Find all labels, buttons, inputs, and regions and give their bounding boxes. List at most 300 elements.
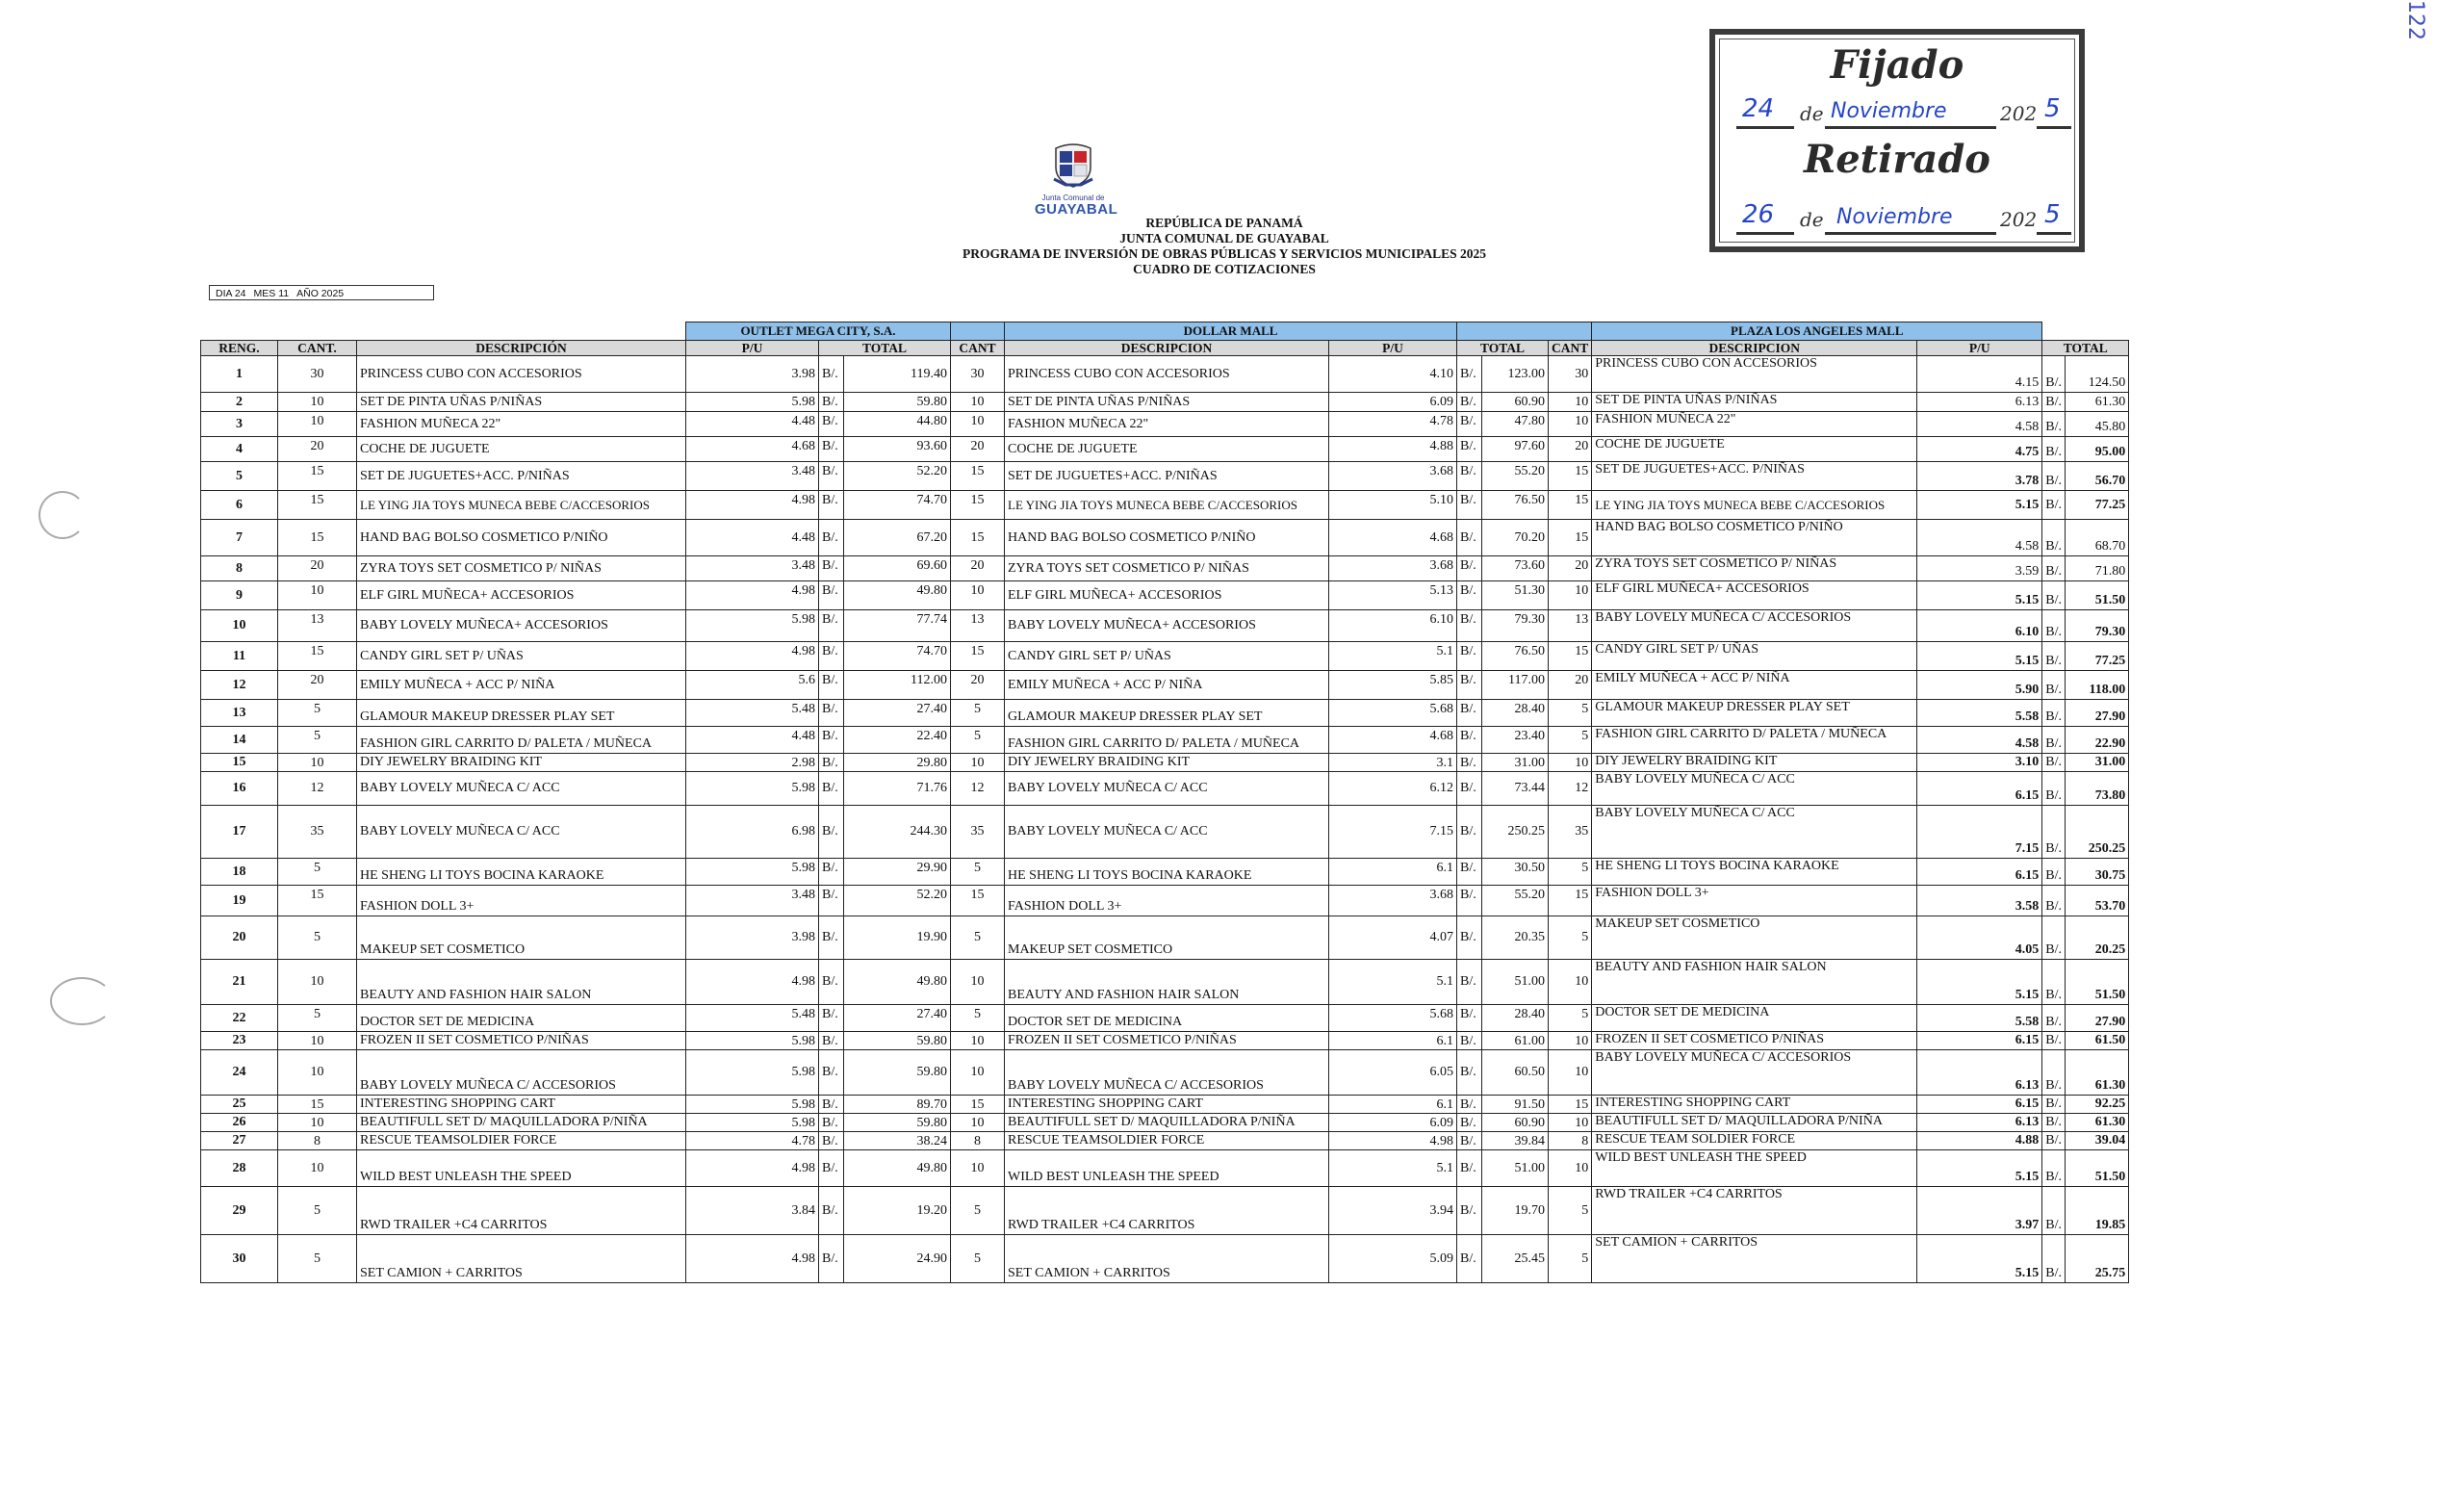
quantity-v2: 8 (951, 1132, 1005, 1150)
table-row (201, 642, 2129, 671)
unit-price-v3: 6.13 (1917, 1050, 2042, 1096)
unit-price-v2: 3.68 (1329, 462, 1457, 491)
currency-v2: B/. (1457, 916, 1482, 960)
total-v1: 44.80 (844, 412, 951, 437)
quantity-v2: 10 (951, 412, 1005, 437)
table-row (201, 700, 2129, 727)
quantity-v2: 20 (951, 556, 1005, 581)
quantity-v3: 15 (1549, 886, 1592, 916)
currency-v2: B/. (1457, 356, 1482, 393)
description-v2: WILD BEST UNLEASH THE SPEED (1005, 1150, 1329, 1187)
quantity: 15 (278, 642, 357, 671)
quantity: 10 (278, 1050, 357, 1096)
fijado-month: Noviembre (1831, 99, 1947, 123)
row-number: 17 (201, 806, 278, 859)
row-number: 2 (201, 393, 278, 412)
col-header-total-3: TOTAL (2042, 341, 2129, 356)
total-v1: 74.70 (844, 491, 951, 520)
total-v1: 52.20 (844, 886, 951, 916)
unit-price-v3: 5.15 (1917, 1150, 2042, 1187)
quantity: 5 (278, 727, 357, 754)
row-number: 8 (201, 556, 278, 581)
stamp-fijado-date (1729, 90, 2077, 129)
unit-price-v1: 5.98 (686, 1096, 819, 1114)
total-v1: 69.60 (844, 556, 951, 581)
total-v3: 71.80 (2066, 556, 2129, 581)
col-header-total-2: TOTAL (1457, 341, 1549, 356)
quantity: 15 (278, 886, 357, 916)
description-v2: BABY LOVELY MUÑECA+ ACCESORIOS (1005, 610, 1329, 642)
description-v3: HE SHENG LI TOYS BOCINA KARAOKE (1592, 859, 1917, 886)
description-v2: BABY LOVELY MUÑECA C/ ACCESORIOS (1005, 1050, 1329, 1096)
total-v1: 49.80 (844, 581, 951, 610)
quantity-v2: 20 (951, 437, 1005, 462)
total-v1: 244.30 (844, 806, 951, 859)
description: BABY LOVELY MUÑECA+ ACCESORIOS (357, 610, 686, 642)
quantity-v3: 5 (1549, 916, 1592, 960)
currency-v2: B/. (1457, 462, 1482, 491)
currency-v1: B/. (819, 960, 844, 1005)
description-v3: ZYRA TOYS SET COSMETICO P/ NIÑAS (1592, 556, 1917, 581)
description: HAND BAG BOLSO COSMETICO P/NIÑO (357, 520, 686, 556)
total-v1: 29.90 (844, 859, 951, 886)
table-row (201, 412, 2129, 437)
quantity-v2: 10 (951, 754, 1005, 772)
quantity-v2: 5 (951, 727, 1005, 754)
description-v2: RESCUE TEAMSOLDIER FORCE (1005, 1132, 1329, 1150)
total-v2: 47.80 (1482, 412, 1549, 437)
unit-price-v3: 5.15 (1917, 1235, 2042, 1283)
unit-price-v3: 4.88 (1917, 1132, 2042, 1150)
row-number: 29 (201, 1187, 278, 1235)
description: ELF GIRL MUÑECA+ ACCESORIOS (357, 581, 686, 610)
row-number: 19 (201, 886, 278, 916)
unit-price-v1: 4.78 (686, 1132, 819, 1150)
currency-v2: B/. (1457, 520, 1482, 556)
table-row (201, 556, 2129, 581)
unit-price-v2: 5.10 (1329, 491, 1457, 520)
quantity: 10 (278, 581, 357, 610)
total-v3: 27.90 (2066, 1005, 2129, 1032)
unit-price-v3: 6.15 (1917, 772, 2042, 806)
row-number: 9 (201, 581, 278, 610)
total-v3: 95.00 (2066, 437, 2129, 462)
description-v3: RESCUE TEAM SOLDIER FORCE (1592, 1132, 1917, 1150)
total-v3: 250.25 (2066, 806, 2129, 859)
total-v2: 23.40 (1482, 727, 1549, 754)
quantity: 5 (278, 700, 357, 727)
currency-v1: B/. (819, 1114, 844, 1132)
total-v3: 51.50 (2066, 581, 2129, 610)
unit-price-v1: 4.48 (686, 412, 819, 437)
row-number: 25 (201, 1096, 278, 1114)
total-v2: 76.50 (1482, 491, 1549, 520)
description-v2: SET CAMION + CARRITOS (1005, 1235, 1329, 1283)
vendor-3-name: PLAZA LOS ANGELES MALL (1592, 322, 2042, 341)
currency-v1: B/. (819, 1187, 844, 1235)
description-v3: RWD TRAILER +C4 CARRITOS (1592, 1187, 1917, 1235)
table-row (201, 581, 2129, 610)
unit-price-v3: 3.58 (1917, 886, 2042, 916)
description-v2: GLAMOUR MAKEUP DRESSER PLAY SET (1005, 700, 1329, 727)
description-v3: FASHION MUÑECA 22" (1592, 412, 1917, 437)
description-v3: BEAUTY AND FASHION HAIR SALON (1592, 960, 1917, 1005)
currency-v2: B/. (1457, 700, 1482, 727)
description-v3: BEAUTIFULL SET D/ MAQUILLADORA P/NIÑA (1592, 1114, 1917, 1132)
total-v3: 68.70 (2066, 520, 2129, 556)
quantity-v2: 10 (951, 1114, 1005, 1132)
description-v2: ELF GIRL MUÑECA+ ACCESORIOS (1005, 581, 1329, 610)
total-v2: 250.25 (1482, 806, 1549, 859)
quantity-v2: 10 (951, 1150, 1005, 1187)
total-v1: 27.40 (844, 1005, 951, 1032)
unit-price-v1: 4.98 (686, 1150, 819, 1187)
total-v1: 89.70 (844, 1096, 951, 1114)
unit-price-v1: 6.98 (686, 806, 819, 859)
total-v2: 97.60 (1482, 437, 1549, 462)
quantity: 10 (278, 1114, 357, 1132)
description: FASHION GIRL CARRITO D/ PALETA / MUÑECA (357, 727, 686, 754)
unit-price-v1: 3.84 (686, 1187, 819, 1235)
quantity-v2: 15 (951, 1096, 1005, 1114)
unit-price-v3: 4.58 (1917, 727, 2042, 754)
table-row (201, 1032, 2129, 1050)
currency-v3: B/. (2042, 916, 2066, 960)
table-row (201, 916, 2129, 960)
unit-price-v1: 4.98 (686, 581, 819, 610)
quantity: 35 (278, 806, 357, 859)
quantity: 15 (278, 520, 357, 556)
row-number: 20 (201, 916, 278, 960)
row-number: 15 (201, 754, 278, 772)
quantity-v3: 10 (1549, 393, 1592, 412)
quantity-v3: 8 (1549, 1132, 1592, 1150)
currency-v3: B/. (2042, 1132, 2066, 1150)
quantity-v3: 10 (1549, 1032, 1592, 1050)
total-v2: 55.20 (1482, 886, 1549, 916)
unit-price-v2: 5.1 (1329, 642, 1457, 671)
total-v1: 29.80 (844, 754, 951, 772)
quantity-v2: 15 (951, 886, 1005, 916)
retirado-day: 26 (1742, 200, 1775, 229)
unit-price-v2: 5.68 (1329, 700, 1457, 727)
currency-v2: B/. (1457, 886, 1482, 916)
description-v3: BABY LOVELY MUÑECA C/ ACCESORIOS (1592, 610, 1917, 642)
description: LE YING JIA TOYS MUNECA BEBE C/ACCESORIOS (357, 491, 686, 520)
unit-price-v1: 3.48 (686, 462, 819, 491)
col-header-cant-2: CANT (951, 341, 1005, 356)
description-v2: RWD TRAILER +C4 CARRITOS (1005, 1187, 1329, 1235)
currency-v1: B/. (819, 1150, 844, 1187)
table-row (201, 520, 2129, 556)
total-v2: 91.50 (1482, 1096, 1549, 1114)
quantity-v2: 5 (951, 859, 1005, 886)
quantity: 20 (278, 437, 357, 462)
header-entity: JUNTA COMUNAL DE GUAYABAL (1119, 231, 1329, 245)
currency-v3: B/. (2042, 1150, 2066, 1187)
total-v2: 51.00 (1482, 960, 1549, 1005)
total-v2: 19.70 (1482, 1187, 1549, 1235)
quantity: 5 (278, 916, 357, 960)
quantity-v2: 10 (951, 581, 1005, 610)
currency-v1: B/. (819, 1132, 844, 1150)
quantity-v3: 5 (1549, 700, 1592, 727)
unit-price-v2: 4.88 (1329, 437, 1457, 462)
currency-v2: B/. (1457, 859, 1482, 886)
unit-price-v1: 2.98 (686, 754, 819, 772)
col-header-cant-3: CANT (1549, 341, 1592, 356)
unit-price-v3: 6.10 (1917, 610, 2042, 642)
quantity: 10 (278, 393, 357, 412)
description-v3: CANDY GIRL SET P/ UÑAS (1592, 642, 1917, 671)
currency-v3: B/. (2042, 1235, 2066, 1283)
unit-price-v3: 3.59 (1917, 556, 2042, 581)
unit-price-v2: 4.10 (1329, 356, 1457, 393)
unit-price-v2: 6.1 (1329, 859, 1457, 886)
unit-price-v2: 3.68 (1329, 556, 1457, 581)
total-v3: 53.70 (2066, 886, 2129, 916)
currency-v1: B/. (819, 754, 844, 772)
unit-price-v1: 5.98 (686, 1032, 819, 1050)
quantity: 8 (278, 1132, 357, 1150)
table-row (201, 462, 2129, 491)
description-v3: BABY LOVELY MUÑECA C/ ACC (1592, 806, 1917, 859)
description-v3: ELF GIRL MUÑECA+ ACCESORIOS (1592, 581, 1917, 610)
stamp-de: de (1800, 208, 1824, 231)
table-row (201, 754, 2129, 772)
table-row (201, 1150, 2129, 1187)
quantity-v2: 5 (951, 1005, 1005, 1032)
binder-hole-mark (38, 491, 87, 539)
description-v3: COCHE DE JUGUETE (1592, 437, 1917, 462)
currency-v3: B/. (2042, 1005, 2066, 1032)
currency-v3: B/. (2042, 437, 2066, 462)
description: FASHION DOLL 3+ (357, 886, 686, 916)
currency-v3: B/. (2042, 642, 2066, 671)
unit-price-v1: 5.98 (686, 1050, 819, 1096)
quantity: 15 (278, 1096, 357, 1114)
quantity-v2: 12 (951, 772, 1005, 806)
description-v3: FASHION GIRL CARRITO D/ PALETA / MUÑECA (1592, 727, 1917, 754)
row-number: 24 (201, 1050, 278, 1096)
total-v2: 76.50 (1482, 642, 1549, 671)
date-month: MES 11 (253, 288, 290, 299)
description: COCHE DE JUGUETE (357, 437, 686, 462)
binder-hole-mark (50, 977, 114, 1025)
description-v3: SET CAMION + CARRITOS (1592, 1235, 1917, 1283)
total-v2: 70.20 (1482, 520, 1549, 556)
description: CANDY GIRL SET P/ UÑAS (357, 642, 686, 671)
row-number: 16 (201, 772, 278, 806)
currency-v1: B/. (819, 610, 844, 642)
total-v2: 73.60 (1482, 556, 1549, 581)
quantity-v3: 10 (1549, 581, 1592, 610)
quantity: 20 (278, 671, 357, 700)
total-v2: 60.90 (1482, 393, 1549, 412)
column-header-row (201, 341, 2129, 356)
total-v1: 112.00 (844, 671, 951, 700)
row-number: 12 (201, 671, 278, 700)
logo-name: GUAYABAL (1035, 201, 1118, 218)
row-number: 30 (201, 1235, 278, 1283)
currency-v3: B/. (2042, 859, 2066, 886)
total-v3: 25.75 (2066, 1235, 2129, 1283)
total-v2: 28.40 (1482, 700, 1549, 727)
quantity-v3: 5 (1549, 1005, 1592, 1032)
total-v2: 123.00 (1482, 356, 1549, 393)
currency-v2: B/. (1457, 754, 1482, 772)
table-row (201, 1005, 2129, 1032)
description-v2: MAKEUP SET COSMETICO (1005, 916, 1329, 960)
description: PRINCESS CUBO CON ACCESORIOS (357, 356, 686, 393)
quantity-v2: 35 (951, 806, 1005, 859)
total-v2: 39.84 (1482, 1132, 1549, 1150)
table-row (201, 1187, 2129, 1235)
currency-v1: B/. (819, 520, 844, 556)
quantity: 15 (278, 491, 357, 520)
unit-price-v3: 4.75 (1917, 437, 2042, 462)
total-v1: 71.76 (844, 772, 951, 806)
unit-price-v3: 3.78 (1917, 462, 2042, 491)
unit-price-v2: 5.09 (1329, 1235, 1457, 1283)
vendor-2-name: DOLLAR MALL (1005, 322, 1457, 341)
currency-v3: B/. (2042, 412, 2066, 437)
currency-v2: B/. (1457, 1114, 1482, 1132)
date-day: DIA 24 (216, 288, 246, 299)
description: WILD BEST UNLEASH THE SPEED (357, 1150, 686, 1187)
currency-v2: B/. (1457, 1005, 1482, 1032)
description-v3: INTERESTING SHOPPING CART (1592, 1096, 1917, 1114)
unit-price-v3: 5.15 (1917, 960, 2042, 1005)
total-v3: 30.75 (2066, 859, 2129, 886)
description-v2: HAND BAG BOLSO COSMETICO P/NIÑO (1005, 520, 1329, 556)
quantity: 13 (278, 610, 357, 642)
description-v3: DOCTOR SET DE MEDICINA (1592, 1005, 1917, 1032)
total-v1: 93.60 (844, 437, 951, 462)
unit-price-v3: 5.58 (1917, 700, 2042, 727)
description: RESCUE TEAMSOLDIER FORCE (357, 1132, 686, 1150)
unit-price-v3: 5.58 (1917, 1005, 2042, 1032)
row-number: 27 (201, 1132, 278, 1150)
col-header-pu-3: P/U (1917, 341, 2042, 356)
table-row (201, 610, 2129, 642)
currency-v1: B/. (819, 727, 844, 754)
total-v3: 92.25 (2066, 1096, 2129, 1114)
total-v3: 77.25 (2066, 491, 2129, 520)
unit-price-v2: 5.1 (1329, 1150, 1457, 1187)
currency-v3: B/. (2042, 960, 2066, 1005)
currency-v1: B/. (819, 916, 844, 960)
table-row (201, 772, 2129, 806)
total-v3: 20.25 (2066, 916, 2129, 960)
currency-v1: B/. (819, 806, 844, 859)
total-v1: 59.80 (844, 1050, 951, 1096)
currency-v3: B/. (2042, 1050, 2066, 1096)
unit-price-v2: 5.85 (1329, 671, 1457, 700)
currency-v1: B/. (819, 1096, 844, 1114)
unit-price-v3: 6.13 (1917, 393, 2042, 412)
currency-v1: B/. (819, 772, 844, 806)
currency-v2: B/. (1457, 412, 1482, 437)
col-header-reng: RENG. (201, 341, 278, 356)
quantity-v3: 10 (1549, 412, 1592, 437)
quantity-v2: 5 (951, 1187, 1005, 1235)
row-number: 3 (201, 412, 278, 437)
table-row (201, 1132, 2129, 1150)
quantity-v3: 12 (1549, 772, 1592, 806)
total-v1: 59.80 (844, 393, 951, 412)
quantity-v3: 15 (1549, 520, 1592, 556)
unit-price-v3: 5.15 (1917, 491, 2042, 520)
stamp-retirado-label: Retirado (1803, 137, 1990, 182)
unit-price-v1: 5.98 (686, 610, 819, 642)
stamp-year-prefix: 202 (2000, 102, 2038, 125)
currency-v3: B/. (2042, 886, 2066, 916)
date-box (209, 285, 434, 300)
header-country: REPÚBLICA DE PANAMÁ (1145, 216, 1303, 230)
description: DIY JEWELRY BRAIDING KIT (357, 754, 686, 772)
quantity-v2: 20 (951, 671, 1005, 700)
col-header-descripcion: DESCRIPCIÓN (357, 341, 686, 356)
col-header-descripcion-3: DESCRIPCION (1592, 341, 1917, 356)
currency-v2: B/. (1457, 1132, 1482, 1150)
currency-v3: B/. (2042, 772, 2066, 806)
currency-v2: B/. (1457, 437, 1482, 462)
unit-price-v3: 5.15 (1917, 581, 2042, 610)
row-number: 11 (201, 642, 278, 671)
total-v1: 74.70 (844, 642, 951, 671)
description: SET DE PINTA UÑAS P/NIÑAS (357, 393, 686, 412)
currency-v2: B/. (1457, 581, 1482, 610)
vendor-header-row (201, 322, 2129, 341)
currency-v1: B/. (819, 700, 844, 727)
total-v2: 30.50 (1482, 859, 1549, 886)
total-v1: 19.90 (844, 916, 951, 960)
currency-v1: B/. (819, 1235, 844, 1283)
description: FASHION MUÑECA 22" (357, 412, 686, 437)
retirado-month: Noviembre (1836, 205, 1953, 229)
posting-stamp (1709, 29, 2085, 252)
col-header-cant: CANT. (278, 341, 357, 356)
total-v2: 61.00 (1482, 1032, 1549, 1050)
table-row (201, 806, 2129, 859)
table-row (201, 671, 2129, 700)
currency-v2: B/. (1457, 1235, 1482, 1283)
total-v3: 51.50 (2066, 1150, 2129, 1187)
currency-v3: B/. (2042, 1032, 2066, 1050)
table-row (201, 859, 2129, 886)
quantity-v3: 5 (1549, 1235, 1592, 1283)
date-year: AÑO 2025 (296, 288, 345, 299)
description-v2: BEAUTY AND FASHION HAIR SALON (1005, 960, 1329, 1005)
description: MAKEUP SET COSMETICO (357, 916, 686, 960)
description-v2: LE YING JIA TOYS MUNECA BEBE C/ACCESORIOS (1005, 491, 1329, 520)
currency-v3: B/. (2042, 1114, 2066, 1132)
total-v3: 56.70 (2066, 462, 2129, 491)
quantity-v2: 10 (951, 960, 1005, 1005)
table-row (201, 1050, 2129, 1096)
unit-price-v2: 7.15 (1329, 806, 1457, 859)
currency-v1: B/. (819, 556, 844, 581)
description-v3: FASHION DOLL 3+ (1592, 886, 1917, 916)
col-header-descripcion-2: DESCRIPCION (1005, 341, 1329, 356)
quantity-v2: 5 (951, 700, 1005, 727)
currency-v1: B/. (819, 671, 844, 700)
quantity-v3: 10 (1549, 1150, 1592, 1187)
currency-v3: B/. (2042, 462, 2066, 491)
total-v2: 20.35 (1482, 916, 1549, 960)
total-v1: 67.20 (844, 520, 951, 556)
